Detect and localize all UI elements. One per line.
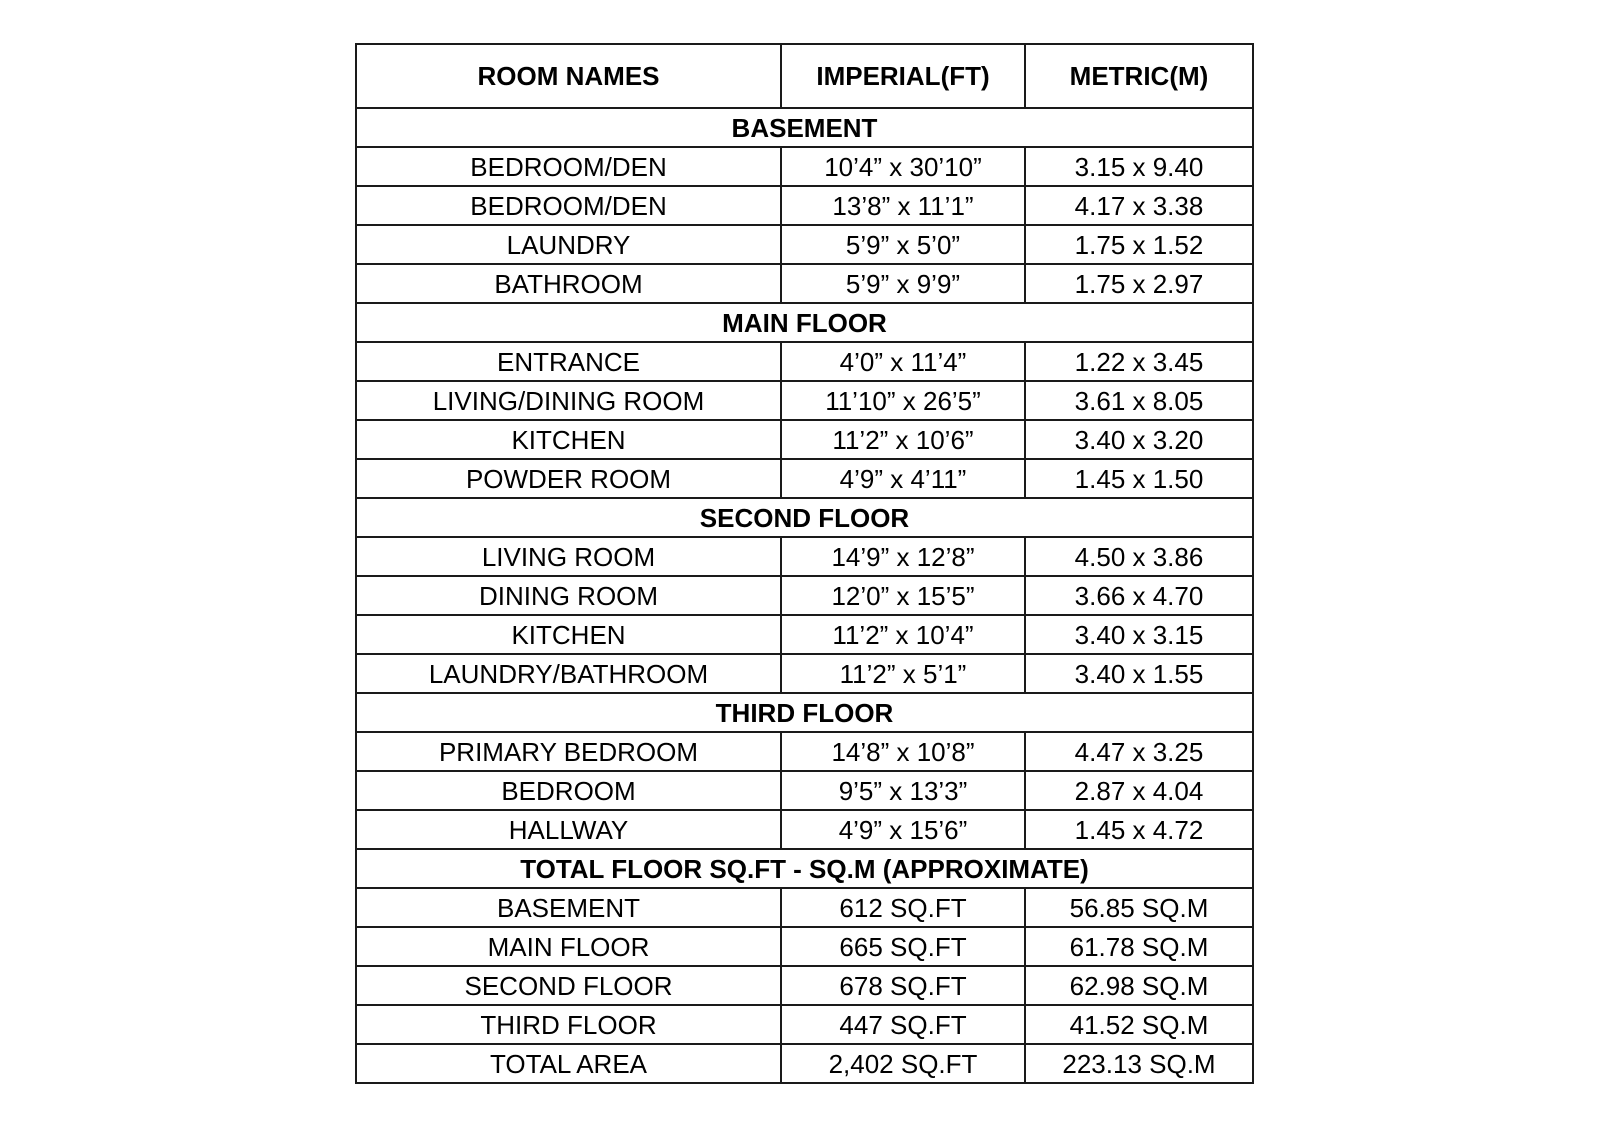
imperial-cell: 665 SQ.FT xyxy=(781,927,1025,966)
metric-cell: 1.75 x 1.52 xyxy=(1025,225,1253,264)
room-name-cell: BATHROOM xyxy=(356,264,781,303)
room-dimensions-table xyxy=(355,43,1254,1084)
table-row xyxy=(356,459,1253,498)
room-name-cell: BASEMENT xyxy=(356,888,781,927)
room-name-cell: LIVING/DINING ROOM xyxy=(356,381,781,420)
metric-cell: 4.47 x 3.25 xyxy=(1025,732,1253,771)
imperial-cell: 11’10” x 26’5” xyxy=(781,381,1025,420)
room-name-cell: BEDROOM/DEN xyxy=(356,147,781,186)
room-name-cell: SECOND FLOOR xyxy=(356,966,781,1005)
header-metric: METRIC(M) xyxy=(1025,44,1253,108)
imperial-cell: 678 SQ.FT xyxy=(781,966,1025,1005)
room-name-cell: PRIMARY BEDROOM xyxy=(356,732,781,771)
table-body xyxy=(356,108,1253,1083)
imperial-cell: 11’2” x 5’1” xyxy=(781,654,1025,693)
metric-cell: 56.85 SQ.M xyxy=(1025,888,1253,927)
room-name-cell: KITCHEN xyxy=(356,420,781,459)
metric-cell: 4.17 x 3.38 xyxy=(1025,186,1253,225)
table-row xyxy=(356,771,1253,810)
section-row xyxy=(356,498,1253,537)
table-row xyxy=(356,654,1253,693)
imperial-cell: 12’0” x 15’5” xyxy=(781,576,1025,615)
room-name-cell: LIVING ROOM xyxy=(356,537,781,576)
metric-cell: 1.22 x 3.45 xyxy=(1025,342,1253,381)
room-name-cell: TOTAL AREA xyxy=(356,1044,781,1083)
metric-cell: 62.98 SQ.M xyxy=(1025,966,1253,1005)
section-row xyxy=(356,849,1253,888)
metric-cell: 3.40 x 3.20 xyxy=(1025,420,1253,459)
metric-cell: 3.40 x 3.15 xyxy=(1025,615,1253,654)
metric-cell: 1.45 x 1.50 xyxy=(1025,459,1253,498)
header-imperial: IMPERIAL(FT) xyxy=(781,44,1025,108)
table-row xyxy=(356,381,1253,420)
table-row xyxy=(356,264,1253,303)
room-name-cell: DINING ROOM xyxy=(356,576,781,615)
metric-cell: 223.13 SQ.M xyxy=(1025,1044,1253,1083)
metric-cell: 41.52 SQ.M xyxy=(1025,1005,1253,1044)
room-name-cell: BEDROOM/DEN xyxy=(356,186,781,225)
room-name-cell: MAIN FLOOR xyxy=(356,927,781,966)
table-row xyxy=(356,927,1253,966)
imperial-cell: 5’9” x 5’0” xyxy=(781,225,1025,264)
header-room-names: ROOM NAMES xyxy=(356,44,781,108)
section-row xyxy=(356,303,1253,342)
imperial-cell: 4’9” x 15’6” xyxy=(781,810,1025,849)
imperial-cell: 2,402 SQ.FT xyxy=(781,1044,1025,1083)
room-name-cell: KITCHEN xyxy=(356,615,781,654)
table-row xyxy=(356,342,1253,381)
section-title: SECOND FLOOR xyxy=(356,498,1253,537)
room-name-cell: HALLWAY xyxy=(356,810,781,849)
imperial-cell: 447 SQ.FT xyxy=(781,1005,1025,1044)
imperial-cell: 11’2” x 10’4” xyxy=(781,615,1025,654)
header-row xyxy=(356,44,1253,108)
metric-cell: 4.50 x 3.86 xyxy=(1025,537,1253,576)
table-row xyxy=(356,225,1253,264)
imperial-cell: 14’8” x 10’8” xyxy=(781,732,1025,771)
table-row xyxy=(356,615,1253,654)
imperial-cell: 4’9” x 4’11” xyxy=(781,459,1025,498)
table-row xyxy=(356,966,1253,1005)
metric-cell: 3.40 x 1.55 xyxy=(1025,654,1253,693)
room-name-cell: LAUNDRY xyxy=(356,225,781,264)
imperial-cell: 612 SQ.FT xyxy=(781,888,1025,927)
table-row xyxy=(356,888,1253,927)
table-row xyxy=(356,732,1253,771)
room-name-cell: POWDER ROOM xyxy=(356,459,781,498)
table-row xyxy=(356,1005,1253,1044)
imperial-cell: 5’9” x 9’9” xyxy=(781,264,1025,303)
imperial-cell: 9’5” x 13’3” xyxy=(781,771,1025,810)
table-row xyxy=(356,537,1253,576)
metric-cell: 2.87 x 4.04 xyxy=(1025,771,1253,810)
table-row xyxy=(356,147,1253,186)
metric-cell: 3.66 x 4.70 xyxy=(1025,576,1253,615)
section-row xyxy=(356,693,1253,732)
room-name-cell: THIRD FLOOR xyxy=(356,1005,781,1044)
imperial-cell: 14’9” x 12’8” xyxy=(781,537,1025,576)
metric-cell: 3.15 x 9.40 xyxy=(1025,147,1253,186)
table-row xyxy=(356,186,1253,225)
metric-cell: 1.45 x 4.72 xyxy=(1025,810,1253,849)
section-row xyxy=(356,108,1253,147)
table-row xyxy=(356,810,1253,849)
imperial-cell: 4’0” x 11’4” xyxy=(781,342,1025,381)
metric-cell: 3.61 x 8.05 xyxy=(1025,381,1253,420)
imperial-cell: 13’8” x 11’1” xyxy=(781,186,1025,225)
metric-cell: 61.78 SQ.M xyxy=(1025,927,1253,966)
table-row xyxy=(356,1044,1253,1083)
room-name-cell: LAUNDRY/BATHROOM xyxy=(356,654,781,693)
room-dimensions-sheet xyxy=(355,43,1252,1084)
room-name-cell: BEDROOM xyxy=(356,771,781,810)
section-title: MAIN FLOOR xyxy=(356,303,1253,342)
room-name-cell: ENTRANCE xyxy=(356,342,781,381)
section-title: BASEMENT xyxy=(356,108,1253,147)
section-title: THIRD FLOOR xyxy=(356,693,1253,732)
section-title: TOTAL FLOOR SQ.FT - SQ.M (APPROXIMATE) xyxy=(356,849,1253,888)
table-row xyxy=(356,420,1253,459)
imperial-cell: 11’2” x 10’6” xyxy=(781,420,1025,459)
table-row xyxy=(356,576,1253,615)
metric-cell: 1.75 x 2.97 xyxy=(1025,264,1253,303)
imperial-cell: 10’4” x 30’10” xyxy=(781,147,1025,186)
